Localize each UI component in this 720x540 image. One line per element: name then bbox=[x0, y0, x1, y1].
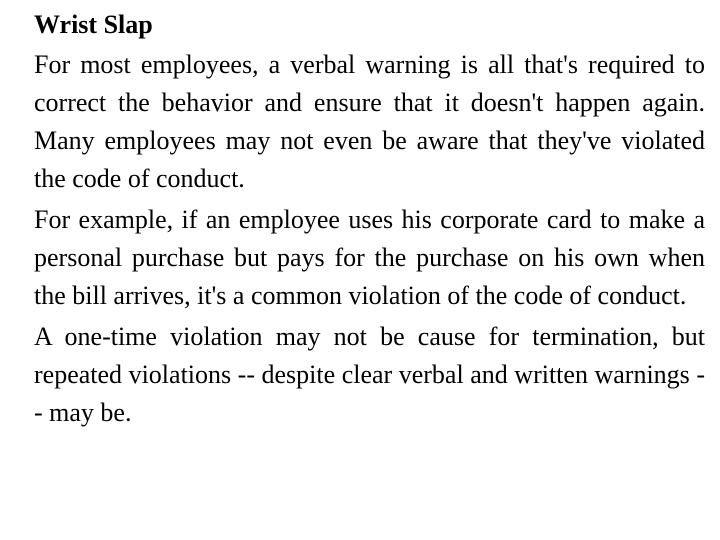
paragraph-verbal-warning: For most employees, a verbal warning is all that's required to correct the behavior and ensure that it doesn't happen again. Many employees may not even be aware that they've violated the code of conduct. bbox=[34, 50, 705, 193]
document-page bbox=[34, 6, 705, 435]
paragraph-repeated-violations: A one-time violation may not be cause for termination, but repeated violations -- despite clear verbal and written warnings -- may be. bbox=[34, 322, 705, 427]
paragraph-example: For example, if an employee uses his corporate card to make a personal purchase but pays for the purchase on his own when the bill arrives, it's a common violation of the code of conduct. bbox=[34, 205, 705, 310]
section-heading: Wrist Slap bbox=[34, 10, 153, 39]
